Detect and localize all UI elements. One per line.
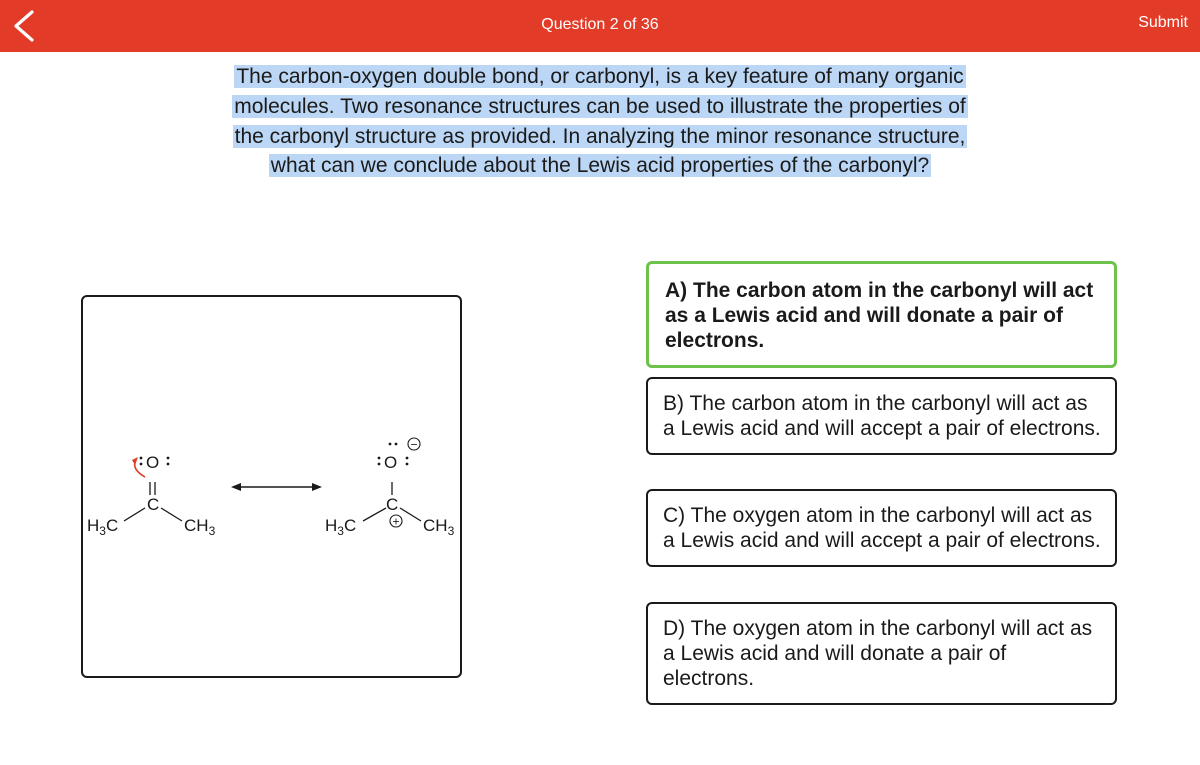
major-structure	[87, 453, 216, 538]
question-prompt	[222, 62, 978, 181]
resonance-diagram	[83, 297, 464, 680]
resonance-arrow-icon	[231, 483, 322, 491]
minor-carbon: C	[386, 495, 399, 514]
major-right-group: $CH_3$	[184, 516, 216, 538]
answer-option-b[interactable]	[646, 377, 1117, 455]
submit-button[interactable]: Submit	[1138, 14, 1188, 31]
minor-bond-right	[400, 508, 421, 521]
answer-option-d-label: D) The oxygen atom in the carbonyl will act as a Lewis acid and will donate a pair of electrons.	[663, 617, 1093, 690]
major-lone-pair-dot	[140, 457, 143, 460]
major-lone-pair-dot	[167, 457, 170, 460]
minor-left-group: $H_3C$	[325, 516, 357, 538]
answer-option-a-label: A) The carbon atom in the carbonyl will act as a Lewis acid and will donate a pair of electrons.	[665, 279, 1094, 352]
resonance-structures-panel	[81, 295, 462, 678]
minor-oxygen: O	[384, 453, 398, 472]
major-oxygen: O	[146, 453, 160, 472]
minor-right-group: $CH_3$	[423, 516, 455, 538]
major-bond-left	[124, 508, 145, 521]
top-bar	[0, 0, 1200, 52]
major-bond-right	[161, 508, 182, 521]
back-button[interactable]	[4, 6, 44, 46]
answer-option-c[interactable]	[646, 489, 1117, 567]
minor-bond-left	[363, 508, 386, 521]
negative-charge-sign: −	[410, 437, 418, 452]
answer-option-a[interactable]	[646, 261, 1117, 368]
curved-arrow-icon	[135, 460, 145, 477]
minor-lone-pair-dot	[378, 457, 381, 460]
minor-lone-pair-dot	[395, 443, 398, 446]
curved-arrow-head-icon	[132, 457, 138, 465]
minor-lone-pair-dot	[389, 443, 392, 446]
positive-charge-sign: +	[392, 514, 400, 529]
chevron-left-icon	[4, 6, 44, 46]
minor-structure	[325, 438, 455, 539]
major-left-group: $H_3C$	[87, 516, 119, 538]
minor-lone-pair-dot	[406, 463, 409, 466]
answer-option-c-label: C) The oxygen atom in the carbonyl will act as a Lewis acid and will accept a pair of electrons.	[663, 504, 1101, 552]
question-prompt-text: The carbon-oxygen double bond, or carbonyl, is a key feature of many organic molecules. Two resonance structures can be used to illustrate the properties of the carbonyl structure as provided. In analyzing the minor resonance structure, what can we conclude about the Lewis acid properties of the carbonyl?	[234, 65, 966, 178]
answer-option-d[interactable]	[646, 602, 1117, 705]
minor-lone-pair-dot	[378, 463, 381, 466]
major-lone-pair-dot	[140, 463, 143, 466]
answer-option-b-label: B) The carbon atom in the carbonyl will act as a Lewis acid and will accept a pair of electrons.	[663, 392, 1101, 440]
major-carbon: C	[147, 495, 160, 514]
question-progress: Question 2 of 36	[541, 16, 659, 33]
major-lone-pair-dot	[167, 463, 170, 466]
minor-lone-pair-dot	[406, 457, 409, 460]
